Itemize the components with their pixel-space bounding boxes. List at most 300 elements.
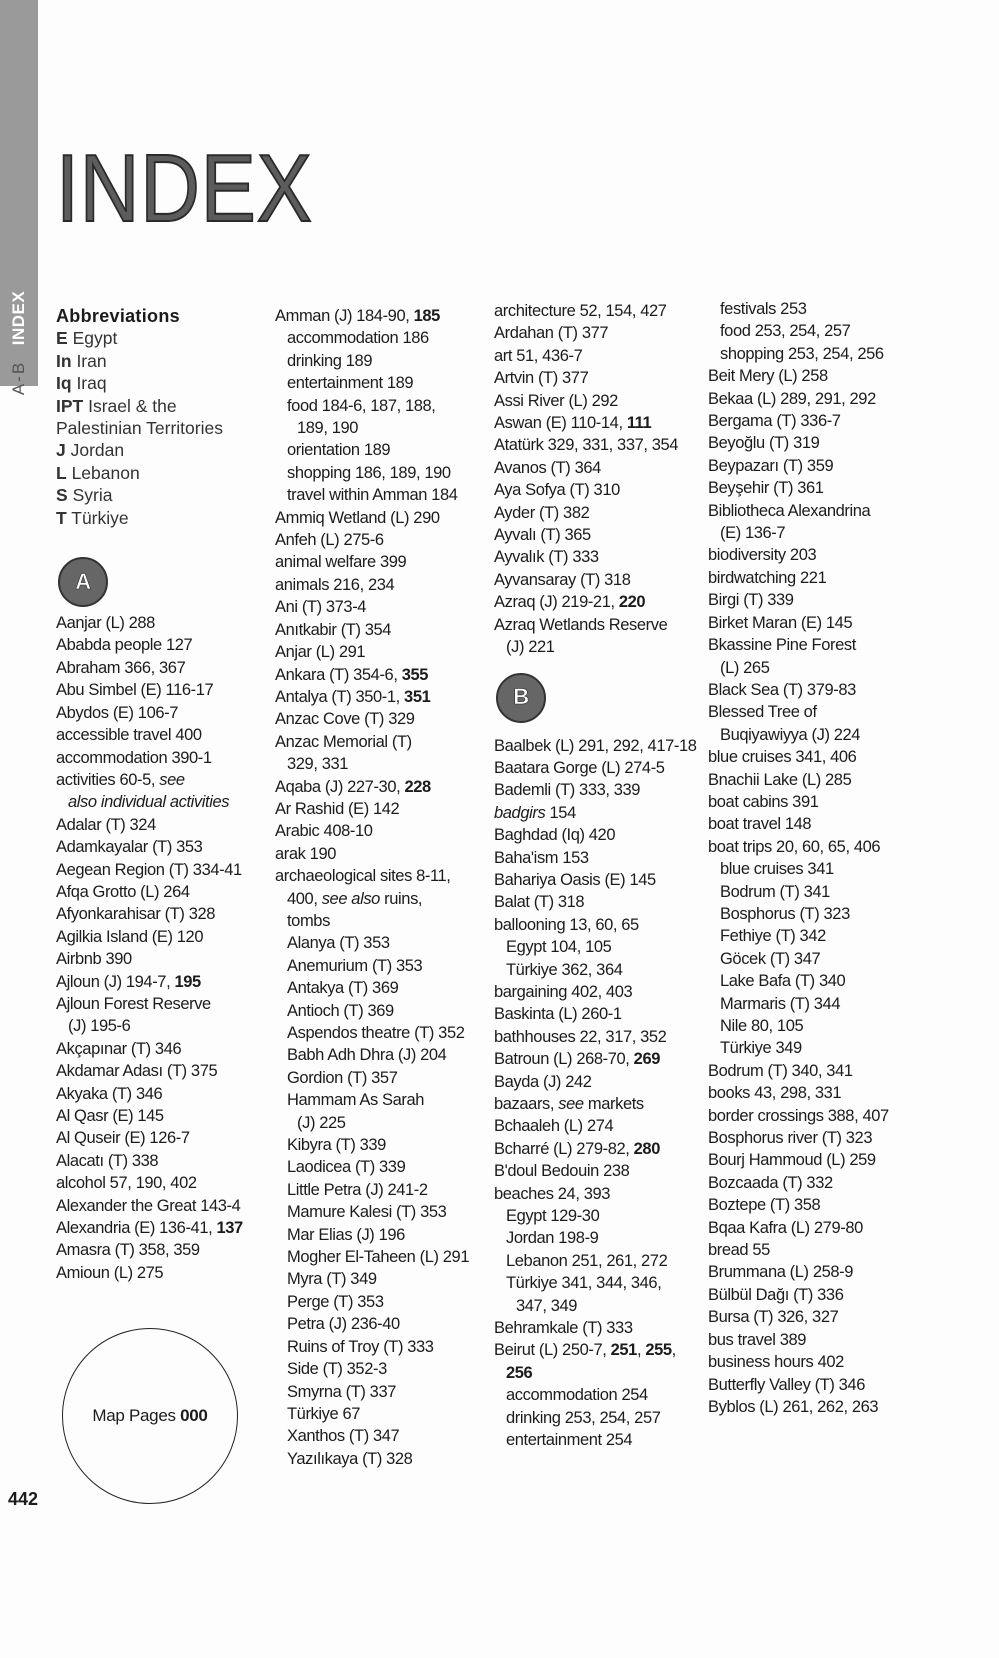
entry-text: Xanthos (T) 347 (287, 1427, 400, 1446)
entry-text: Mogher El-Taheen (L) 291 (287, 1248, 470, 1267)
index-entry (494, 802, 709, 824)
index-entry (494, 345, 709, 367)
entry-text: Türkiye 67 (287, 1404, 361, 1423)
index-entry (708, 1261, 923, 1283)
entry-text: Batroun (L) 268-70, (494, 1050, 634, 1069)
entry-text: Beit Mery (L) 258 (708, 367, 828, 386)
index-subentry (275, 350, 490, 372)
page-ref-bold: 228 (404, 777, 431, 796)
index-entry (56, 814, 271, 836)
index-column-2 (275, 305, 490, 1470)
entry-text: drinking 189 (287, 351, 373, 370)
abbreviation-name: Syria (72, 485, 113, 506)
index-subentry (708, 1015, 923, 1037)
entry-text: Aya Sofya (T) 310 (494, 481, 620, 500)
index-entry (708, 567, 923, 589)
index-entry (708, 1127, 923, 1149)
entry-text: Birket Maran (E) 145 (708, 613, 853, 632)
entry-text: Antioch (T) 369 (287, 1001, 394, 1020)
entry-text: beaches 24, 393 (494, 1184, 611, 1203)
index-entry (275, 820, 490, 842)
index-entry (494, 1317, 709, 1339)
entry-text: Black Sea (T) 379-83 (708, 680, 856, 699)
page-ref-bold: 280 (633, 1139, 660, 1158)
index-entry (708, 365, 923, 387)
index-entry (494, 457, 709, 479)
entry-text: architecture 52, 154, 427 (494, 302, 667, 320)
entry-text: Nile 80, 105 (720, 1017, 804, 1035)
index-entry (56, 1239, 271, 1261)
entry-text: Ayvalık (T) 333 (494, 548, 599, 567)
entry-text: Marmaris (T) 344 (720, 994, 841, 1013)
index-entry (494, 390, 709, 412)
index-entry (56, 971, 271, 993)
entry-text: 154 (545, 803, 576, 822)
abbreviation-code: S (56, 485, 68, 506)
index-entry (708, 1306, 923, 1328)
entry-text: Bcharré (L) 279-82, (494, 1139, 634, 1158)
entry-text: Göcek (T) 347 (720, 949, 821, 968)
entry-text: Egypt 129-30 (506, 1207, 600, 1226)
index-entry (275, 507, 490, 529)
entry-text: Bchaaleh (L) 274 (494, 1117, 614, 1136)
entry-text: , (671, 1341, 676, 1360)
entry-text: Aswan (E) 110-14, (494, 414, 627, 433)
entry-text: Anıtkabir (T) 354 (275, 620, 392, 639)
index-entry (494, 1048, 709, 1070)
entry-text: Artvin (T) 377 (494, 369, 589, 388)
entry-text: Ayder (T) 382 (494, 503, 590, 522)
entry-text: Anfeh (L) 275-6 (275, 531, 384, 550)
page-ref-bold: 351 (404, 687, 431, 706)
index-entry (708, 1060, 923, 1082)
entry-text: Ardahan (T) 377 (494, 324, 609, 343)
entry-text: Assi River (L) 292 (494, 391, 618, 410)
entry-text: boat trips 20, 60, 65, 406 (708, 837, 881, 856)
index-subentry (275, 1000, 490, 1022)
index-entry (56, 881, 271, 903)
index-subentry (275, 1089, 490, 1111)
index-entry (494, 735, 709, 757)
index-entry (494, 1026, 709, 1048)
index-entry (708, 589, 923, 611)
index-entry (56, 1150, 271, 1172)
page-ref-bold: 256 (506, 1363, 533, 1382)
entry-text: Türkiye 362, 364 (506, 960, 623, 979)
index-entry (56, 948, 271, 970)
entry-text: Buqiyawiyya (J) 224 (720, 725, 861, 744)
entry-text: Afyonkarahisar (T) 328 (56, 905, 216, 924)
entry-text: ballooning 13, 60, 65 (494, 915, 639, 934)
index-subentry (275, 327, 490, 349)
index-entry (494, 569, 709, 591)
index-entry (708, 410, 923, 432)
index-entry (494, 1115, 709, 1137)
entry-text: Little Petra (J) 241-2 (287, 1180, 428, 1199)
index-subentry (275, 753, 490, 775)
index-subentry (275, 1201, 490, 1223)
entry-text: Baatara Gorge (L) 274-5 (494, 758, 665, 777)
page-ref-bold: 195 (174, 972, 201, 991)
index-entry (494, 981, 709, 1003)
entry-text: animal welfare 399 (275, 553, 407, 572)
index-subentry (56, 1015, 271, 1037)
index-entry (56, 724, 271, 746)
index-subentry (275, 1448, 490, 1470)
entry-text: blue cruises 341 (720, 860, 834, 879)
index-entry (708, 432, 923, 454)
entry-text: Balat (T) 318 (494, 893, 585, 912)
index-entry (708, 1284, 923, 1306)
index-entry (708, 1239, 923, 1261)
index-entry (275, 619, 490, 641)
entry-text: Anemurium (T) 353 (287, 956, 423, 975)
index-entry (494, 502, 709, 524)
entry-text: Aanjar (L) 288 (56, 614, 155, 633)
entry-text: Bkassine Pine Forest (708, 636, 856, 655)
index-entry (708, 1217, 923, 1239)
index-subentry (275, 484, 490, 506)
index-subentry (275, 1268, 490, 1290)
entry-text: Aspendos theatre (T) 352 (287, 1024, 465, 1042)
index-subentry (275, 1381, 490, 1403)
entry-text: shopping 253, 254, 256 (720, 344, 884, 363)
entry-text: Türkiye 349 (720, 1039, 802, 1058)
entry-text: Amasra (T) 358, 359 (56, 1241, 200, 1260)
abbreviation-name: Israel & the (88, 395, 177, 416)
entry-text: Bergama (T) 336-7 (708, 412, 841, 431)
entry-text: travel within Amman 184 (287, 486, 458, 505)
abbreviation-item (56, 350, 271, 372)
abbreviation-name: Türkiye (71, 507, 129, 528)
side-tab-label: INDEX (9, 290, 28, 346)
entry-text: entertainment 189 (287, 374, 414, 393)
abbreviations-list (56, 327, 271, 529)
index-subentry (494, 1272, 709, 1294)
letter-badge: A (58, 557, 108, 607)
entry-text: Brummana (L) 258-9 (708, 1263, 854, 1282)
entry-text: Beyşehir (T) 361 (708, 479, 824, 498)
entry-text: Butterfly Valley (T) 346 (708, 1375, 865, 1394)
entry-text: Baalbek (L) 291, 292, 417-18 (494, 736, 697, 755)
italic-text: see (159, 770, 185, 789)
map-pages-note (62, 1328, 238, 1504)
index-subentry (708, 298, 923, 320)
abbreviation-code: Iq (56, 373, 72, 394)
entry-text: Türkiye 341, 344, 346, (506, 1274, 662, 1293)
entry-text: accommodation 390-1 (56, 748, 212, 767)
entry-text: , (636, 1341, 646, 1360)
entry-text: Amman (J) 184-90, (275, 307, 414, 325)
entry-text: Akdamar Adası (T) 375 (56, 1062, 218, 1081)
index-entry (275, 865, 490, 887)
index-entry (275, 641, 490, 663)
abbreviation-code: J (56, 440, 66, 461)
entry-text: Mar Elias (J) 196 (287, 1225, 405, 1244)
entry-text: Side (T) 352-3 (287, 1360, 387, 1379)
entry-text: Laodicea (T) 339 (287, 1158, 406, 1177)
page-ref-bold: 185 (413, 307, 440, 325)
entry-text: 189, 190 (297, 419, 359, 438)
index-entry (708, 500, 923, 522)
entry-text: Avanos (T) 364 (494, 458, 601, 477)
entry-text: Jordan 198-9 (506, 1229, 599, 1248)
index-entry (494, 891, 709, 913)
index-entry (494, 1183, 709, 1205)
abbreviation-code: E (56, 328, 68, 349)
entry-text: blue cruises 341, 406 (708, 748, 857, 767)
entry-text: biodiversity 203 (708, 546, 817, 565)
entry-text: Ayvansaray (T) 318 (494, 570, 631, 589)
entry-text: 347, 349 (516, 1296, 578, 1315)
index-entry (708, 746, 923, 768)
index-entry (56, 836, 271, 858)
entry-text: Myra (T) 349 (287, 1270, 377, 1289)
entry-text: bread 55 (708, 1241, 770, 1260)
index-entry (494, 412, 709, 434)
index-entry (708, 679, 923, 701)
index-column-3 (494, 300, 709, 1452)
index-entry (708, 1172, 923, 1194)
entry-text: Akyaka (T) 346 (56, 1084, 163, 1103)
entry-text: food 184-6, 187, 188, (287, 396, 436, 415)
abbreviation-name: Lebanon (71, 462, 140, 483)
index-subentry (275, 1112, 490, 1134)
italic-text: badgirs (494, 803, 546, 822)
entry-text: Antakya (T) 369 (287, 979, 399, 998)
index-subentry (275, 372, 490, 394)
index-entry (56, 1172, 271, 1194)
entry-text: Anjar (L) 291 (275, 643, 366, 662)
entry-text: Alexander the Great 143-4 (56, 1196, 241, 1215)
entry-text: (E) 136-7 (720, 524, 786, 543)
index-entry (56, 769, 271, 791)
index-entry (708, 1149, 923, 1171)
entry-text: Bülbül Dağı (T) 336 (708, 1285, 844, 1304)
index-entry (494, 546, 709, 568)
index-subentry (275, 1246, 490, 1268)
abbreviation-item (56, 462, 271, 484)
index-subentry (708, 970, 923, 992)
index-entry (494, 847, 709, 869)
entry-text: Abu Simbel (E) 116-17 (56, 681, 214, 700)
entry-text: Adamkayalar (T) 353 (56, 838, 203, 857)
entry-text: Perge (T) 353 (287, 1292, 384, 1311)
index-entry (56, 926, 271, 948)
index-subentry (708, 948, 923, 970)
entry-text: entertainment 254 (506, 1431, 633, 1450)
entry-text: Egypt 104, 105 (506, 938, 612, 957)
index-subentry (275, 1156, 490, 1178)
index-subentry (275, 462, 490, 484)
entry-text: (J) 221 (506, 638, 555, 657)
entry-text: accessible travel 400 (56, 726, 202, 745)
index-entry (708, 1351, 923, 1373)
index-entry (708, 1396, 923, 1418)
entry-text: Bayda (J) 242 (494, 1072, 592, 1091)
abbreviation-item (56, 372, 271, 394)
entry-text: Anzac Cove (T) 329 (275, 710, 415, 729)
index-entry (708, 388, 923, 410)
index-entry (494, 1003, 709, 1025)
index-subentry (494, 959, 709, 981)
index-subentry (56, 791, 271, 813)
index-subentry (275, 1425, 490, 1447)
abbreviation-item (56, 507, 271, 529)
index-entry (56, 657, 271, 679)
index-entry (56, 1127, 271, 1149)
entry-text: Yazılıkaya (T) 328 (287, 1449, 413, 1468)
index-entry (708, 1105, 923, 1127)
entry-text: Ajloun Forest Reserve (56, 994, 211, 1013)
index-subentry (275, 1044, 490, 1066)
entry-text: arak 190 (275, 844, 337, 863)
entry-text: boat travel 148 (708, 815, 812, 834)
page-number: 442 (8, 1489, 39, 1509)
entry-text: border crossings 388, 407 (708, 1106, 889, 1125)
index-column-1 (56, 305, 271, 1284)
entry-text: Ankara (T) 354-6, (275, 665, 402, 684)
index-subentry (275, 1336, 490, 1358)
index-entry (494, 779, 709, 801)
index-subentry (275, 932, 490, 954)
index-subentry (275, 1179, 490, 1201)
entry-text: Bodrum (T) 340, 341 (708, 1061, 853, 1080)
abbreviation-code: L (56, 462, 67, 483)
index-entry (708, 836, 923, 858)
index-subentry (708, 881, 923, 903)
index-subentry (275, 910, 490, 932)
index-subentry (275, 1291, 490, 1313)
abbreviation-code: IPT (56, 395, 84, 416)
entry-text: Birgi (T) 339 (708, 591, 794, 610)
index-subentry (708, 522, 923, 544)
page-title: INDEX (56, 135, 313, 242)
index-subentry (494, 1362, 709, 1384)
index-entry (494, 322, 709, 344)
index-entry (56, 903, 271, 925)
index-entry (275, 305, 490, 327)
entry-text: B'doul Bedouin 238 (494, 1162, 630, 1181)
entry-text: Ar Rashid (E) 142 (275, 799, 400, 818)
side-tab-range: A-B (9, 360, 28, 396)
entry-text: boat cabins 391 (708, 792, 819, 811)
index-subentry (275, 955, 490, 977)
side-tab (0, 0, 38, 386)
entry-text: Ayvalı (T) 365 (494, 526, 591, 545)
italic-text: see (558, 1095, 584, 1113)
index-entry (494, 824, 709, 846)
entry-text: Boztepe (T) 358 (708, 1196, 821, 1215)
entry-text: Anzac Memorial (T) (275, 732, 412, 751)
entry-text: activities 60-5, (56, 770, 160, 789)
index-entry (275, 664, 490, 686)
index-entry (56, 1217, 271, 1239)
index-entry (275, 686, 490, 708)
entry-text: orientation 189 (287, 441, 391, 460)
entry-text: alcohol 57, 190, 402 (56, 1174, 197, 1193)
page-ref-bold: 137 (216, 1219, 243, 1238)
abbreviations-heading: Abbreviations (56, 306, 180, 326)
entry-text: Baskinta (L) 260-1 (494, 1005, 622, 1024)
entry-text: Adalar (T) 324 (56, 815, 156, 834)
entry-text: Bourj Hammoud (L) 259 (708, 1151, 876, 1170)
index-entry (56, 1105, 271, 1127)
page-ref-bold: 269 (633, 1050, 661, 1069)
abbreviation-item (56, 395, 271, 417)
index-entry (708, 1374, 923, 1396)
entry-text: Ani (T) 373-4 (275, 598, 367, 617)
index-entry (708, 1329, 923, 1351)
index-entry (56, 1195, 271, 1217)
entry-text: festivals 253 (720, 300, 807, 318)
entry-text: Babh Adh Dhra (J) 204 (287, 1046, 447, 1065)
index-subentry (275, 977, 490, 999)
entry-text: shopping 186, 189, 190 (287, 463, 451, 482)
page-ref-bold: 255 (645, 1341, 672, 1360)
entry-text: Ruins of Troy (T) 333 (287, 1337, 434, 1356)
index-subentry (708, 993, 923, 1015)
index-subentry (275, 395, 490, 417)
entry-text: Fethiye (T) 342 (720, 927, 826, 946)
entry-text: Aegean Region (T) 334-41 (56, 860, 242, 879)
index-entry (708, 634, 923, 656)
index-entry (275, 551, 490, 573)
index-entry (708, 455, 923, 477)
index-entry (56, 747, 271, 769)
index-entry (56, 859, 271, 881)
index-subentry (275, 888, 490, 910)
index-subentry (275, 1067, 490, 1089)
entry-text: accommodation 186 (287, 329, 429, 348)
index-entry (275, 708, 490, 730)
index-entry (494, 1093, 709, 1115)
entry-text: animals 216, 234 (275, 575, 395, 594)
entry-text: Abraham 366, 367 (56, 658, 186, 677)
index-entry (56, 1038, 271, 1060)
index-subentry (494, 1250, 709, 1272)
abbreviation-code: In (56, 350, 72, 371)
index-entry (708, 769, 923, 791)
map-pages-label: Map Pages (92, 1406, 176, 1425)
entry-text: birdwatching 221 (708, 568, 827, 587)
index-subentry (494, 1205, 709, 1227)
index-subentry (708, 903, 923, 925)
entry-text: Baghdad (Iq) 420 (494, 826, 616, 845)
entry-text: Behramkale (T) 333 (494, 1319, 633, 1338)
index-entry (56, 679, 271, 701)
entry-text: 329, 331 (287, 755, 349, 774)
entry-text: Bnachii Lake (L) 285 (708, 770, 852, 789)
index-entry (708, 544, 923, 566)
index-subentry (708, 657, 923, 679)
entry-text: Bibliotheca Alexandrina (708, 501, 871, 520)
index-entry (275, 843, 490, 865)
entry-text: Alexandria (E) 136-41, (56, 1219, 217, 1238)
index-subentry (494, 636, 709, 658)
entry-text: Ababda people 127 (56, 636, 193, 655)
index-entry (275, 596, 490, 618)
entry-text: art 51, 436-7 (494, 346, 583, 365)
entry-text: Al Quseir (E) 126-7 (56, 1129, 190, 1148)
index-entry (708, 477, 923, 499)
entry-text: accommodation 254 (506, 1386, 648, 1405)
entry-text: Ajloun (J) 194-7, (56, 972, 175, 991)
index-entry (708, 791, 923, 813)
entry-text: bargaining 402, 403 (494, 982, 633, 1001)
abbreviation-item (56, 439, 271, 461)
index-subentry (494, 1384, 709, 1406)
